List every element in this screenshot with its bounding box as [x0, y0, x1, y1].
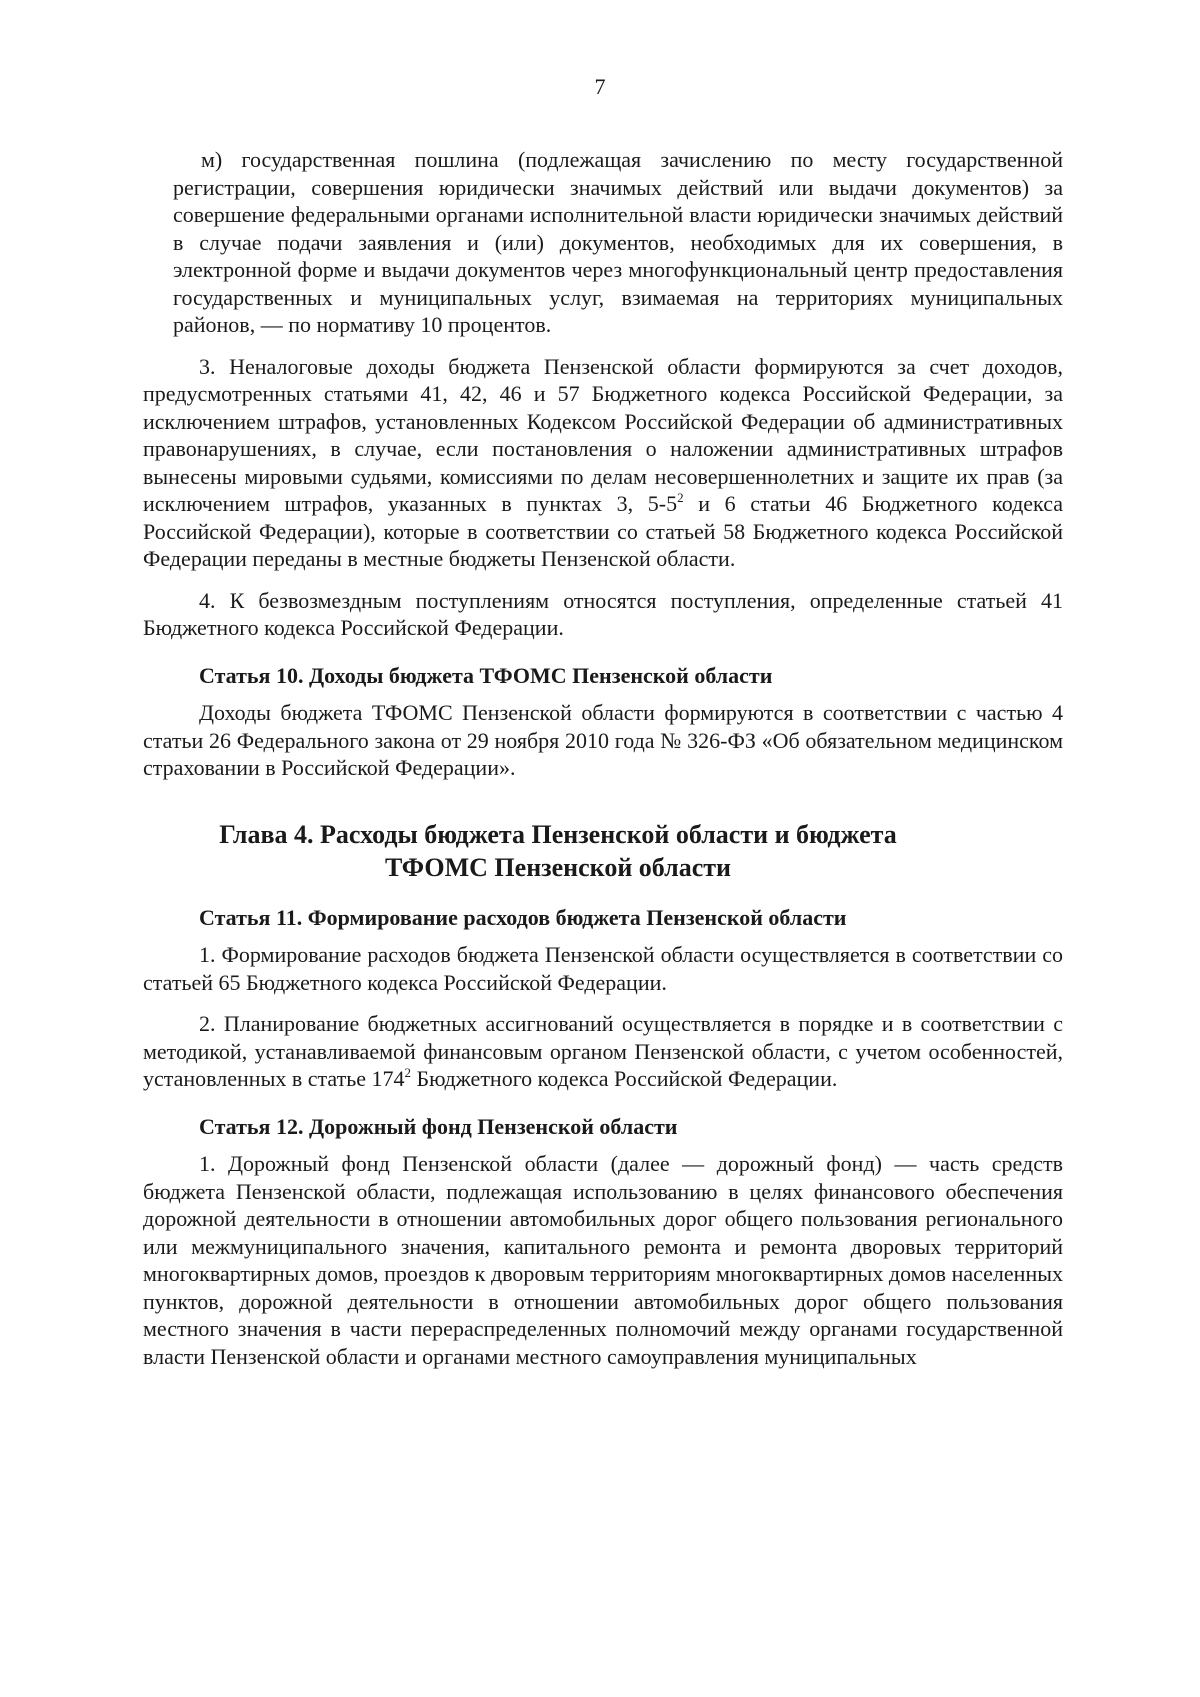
- page-number: 7: [594, 74, 606, 99]
- article-11-paragraph-2-superscript: 2: [404, 1065, 411, 1080]
- chapter-4-title-line-1: Глава 4. Расходы бюджета Пензенской области и бюджета: [219, 819, 897, 849]
- article-11-title: Статья 11. Формирование расходов бюджета Пензенской области: [199, 904, 847, 930]
- chapter-4-title: [143, 818, 1063, 884]
- paragraph-4: 4. К безвозмездным поступлениям относятся поступления, определенные статьей 41 Бюджетного кодекса Российской Федерации.: [143, 587, 1063, 640]
- article-12-paragraph-1: 1. Дорожный фонд Пензенской области (далее — дорожный фонд) — часть средств бюджета Пензенской области, подлежащая использованию в целях финансового обеспечения дорожной деятельности в отношении автомобильных дорог общего пользования регионального или межмуниципального значения, капитального ремонта и ремонта дворовых территорий многоквартирных домов, проездов к дворовым территориям многоквартирных домов населенных пунктов, дорожной деятельности в отношении автомобильных дорог общего пользования местного значения в части перераспределенных полномочий между органами государственной власти Пензенской области и органами местного самоуправления муниципальных: [143, 1151, 1063, 1369]
- paragraph-3-text-a: 3. Неналоговые доходы бюджета Пензенской области формируются за счет доходов, предусмотренных статьями 41, 42, 46 и 57 Бюджетного кодекса Российской Федерации, за исключением штрафов, установленных Кодексом Российской Федерации об административных правонарушениях, в случае, если постановления о наложении административных штрафов вынесены мировыми судьями, комиссиями по делам несовершеннолетних и защите их прав (за исключением штрафов, указанных в пунктах 3, 5-5: [143, 353, 1063, 516]
- paragraph-item-m: м) государственная пошлина (подлежащая зачислению по месту государственной регистрации, совершения юридически значимых действий или выдачи документов) за совершение федеральными органами исполнительной власти юридически значимых действий в случае подачи заявления и (или) документов, необходимых для их совершения, в электронной форме и выдачи документов через многофункциональный центр предоставления государственных и муниципальных услуг, взимаемая на территориях муниципальных районов, — по нормативу 10 процентов.: [173, 147, 1063, 337]
- article-12-title: Статья 12. Дорожный фонд Пензенской области: [199, 1113, 678, 1139]
- document-body: [143, 146, 1063, 1370]
- paragraph-3-superscript: 2: [677, 490, 684, 505]
- chapter-4-title-line-2: ТФОМС Пензенской области: [384, 852, 732, 882]
- paragraph-3: [143, 353, 1063, 573]
- article-11-paragraph-1: 1. Формирование расходов бюджета Пензенской области осуществляется в соответствии со статьей 65 Бюджетного кодекса Российской Федерации.: [143, 942, 1063, 995]
- article-11-paragraph-2-text-a: 2. Планирование бюджетных ассигнований осуществляется в порядке и в соответствии с методикой, устанавливаемой финансовым органом Пензенской области, с учетом особенностей, установленных в статье 174: [143, 1011, 1063, 1091]
- article-10-text: Доходы бюджета ТФОМС Пензенской области формируются в соответствии с частью 4 статьи 26 Федерального закона от 29 ноября 2010 года № 326-ФЗ «Об обязательном медицинском страховании в Российской Федерации».: [143, 700, 1063, 780]
- article-10-title: Статья 10. Доходы бюджета ТФОМС Пензенской области: [199, 662, 773, 688]
- article-11-paragraph-2-text-b: Бюджетного кодекса Российской Федерации.: [411, 1066, 838, 1091]
- article-11-paragraph-2: [143, 1010, 1063, 1093]
- paragraph-3-text-b: и 6 статьи 46 Бюджетного кодекса Российской Федерации), которые в соответствии со статьей 58 Бюджетного кодекса Российской Федерации переданы в местные бюджеты Пензенской области.: [143, 491, 1063, 571]
